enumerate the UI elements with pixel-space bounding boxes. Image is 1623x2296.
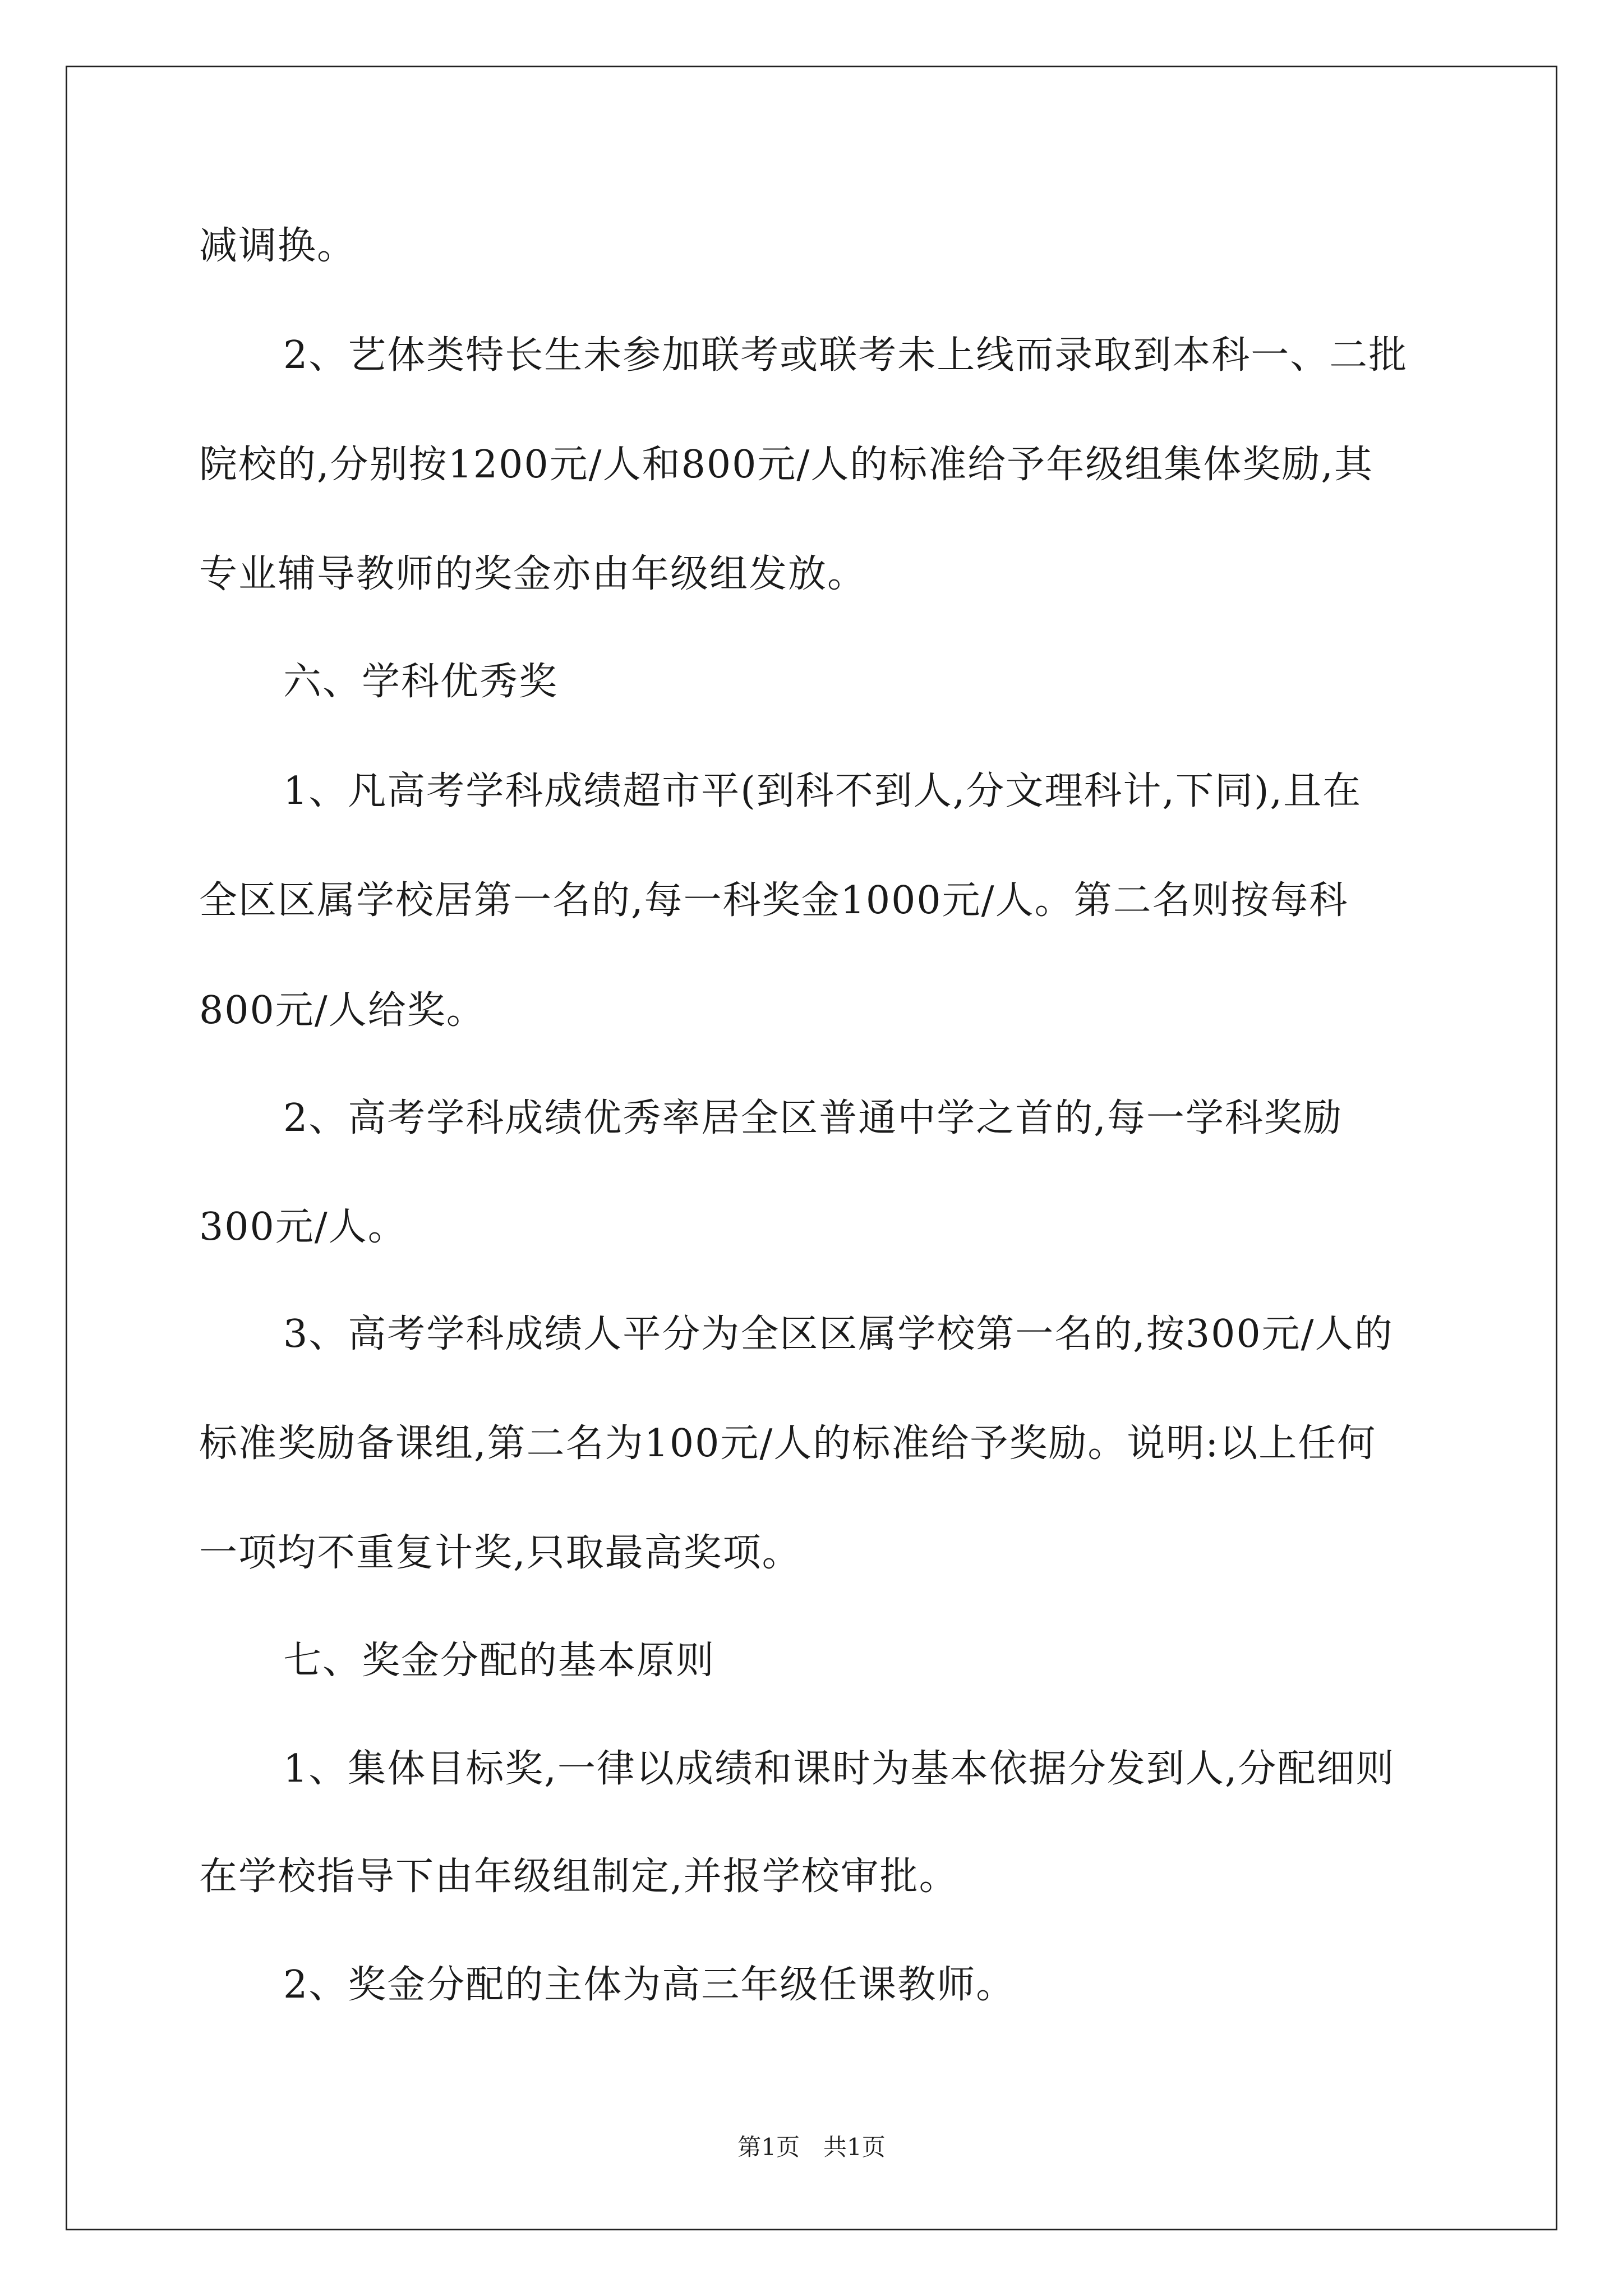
paragraph-line: 专业辅导教师的奖金亦由年级组发放。 [199, 552, 867, 596]
paragraph-line: 在学校指导下由年级组制定,并报学校审批。 [199, 1855, 958, 1899]
paragraph-line: 2、艺体类特长生未参加联考或联考未上线而录取到本科一、二批 [283, 333, 1408, 378]
page-border [66, 66, 1557, 2230]
paragraph-line: 300元/人。 [199, 1205, 407, 1249]
paragraph-line: 1、凡高考学科成绩超市平(到科不到人,分文理科计,下同),且在 [283, 769, 1362, 813]
paragraph-line: 标准奖励备课组,第二名为100元/人的标准给予奖励。说明:以上任何 [199, 1421, 1377, 1466]
paragraph-line: 一项均不重复计奖,只取最高奖项。 [199, 1531, 801, 1575]
paragraph-line: 2、高考学科成绩优秀率居全区普通中学之首的,每一学科奖励 [283, 1096, 1343, 1140]
section-heading: 七、奖金分配的基本原则 [283, 1639, 716, 1683]
page-number-footer: 第1页 共1页 [737, 2133, 886, 2161]
paragraph-line: 3、高考学科成绩人平分为全区区属学校第一名的,按300元/人的 [283, 1312, 1394, 1356]
paragraph-line: 800元/人给奖。 [199, 988, 486, 1033]
section-heading: 六、学科优秀奖 [283, 660, 559, 704]
paragraph-line: 院校的,分别按1200元/人和800元/人的标准给予年级组集体奖励,其 [199, 443, 1373, 487]
paragraph-line: 减调换。 [199, 224, 357, 268]
paragraph-line: 全区区属学校居第一名的,每一科奖金1000元/人。第二名则按每科 [199, 878, 1349, 923]
paragraph-line: 2、奖金分配的主体为高三年级任课教师。 [283, 1963, 1016, 2007]
paragraph-line: 1、集体目标奖,一律以成绩和课时为基本依据分发到人,分配细则 [283, 1747, 1395, 1791]
